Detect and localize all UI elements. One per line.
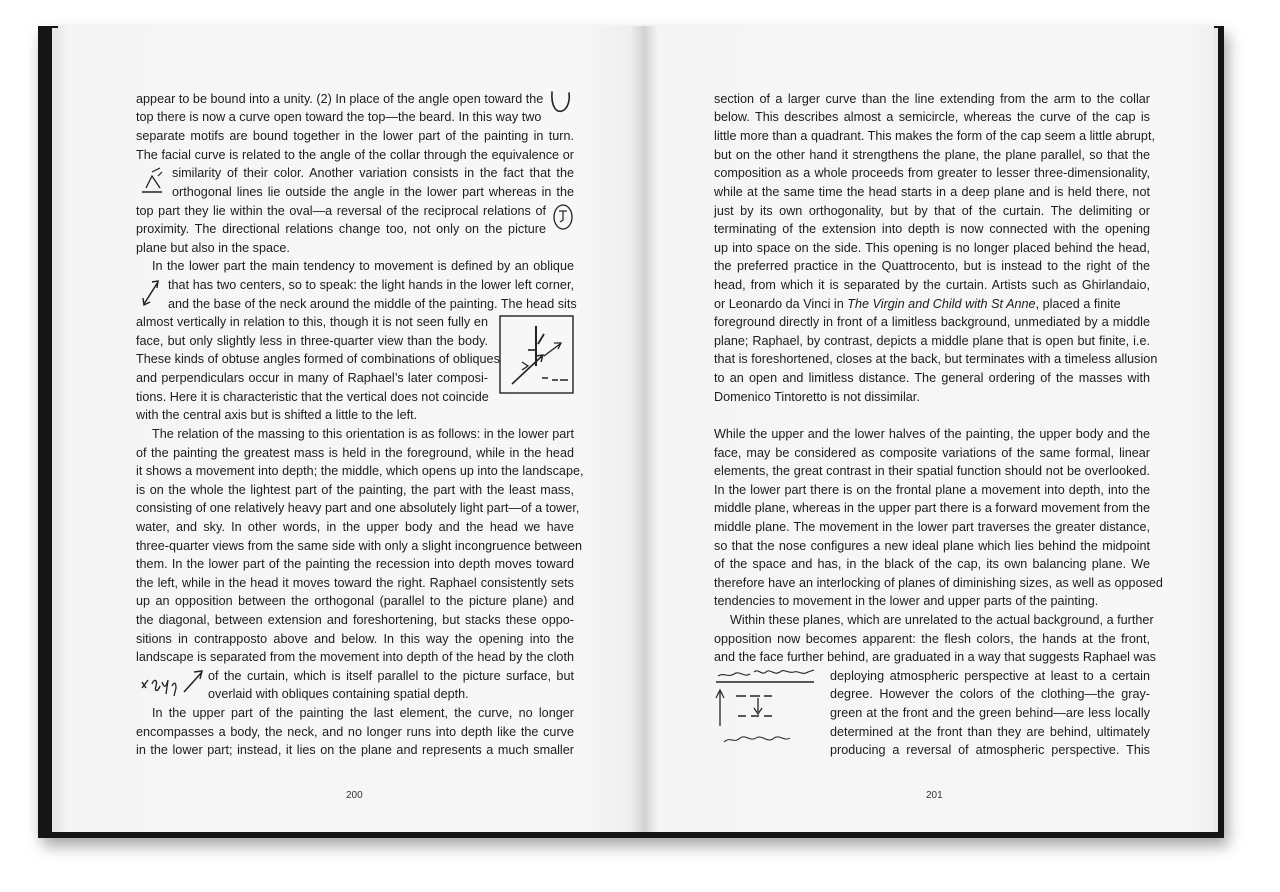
text-line: overlaid with obliques containing spatial depth. xyxy=(208,687,469,701)
text-line: so that the nose configures a new ideal plane which lies behind the midpoint xyxy=(714,539,1150,553)
text-line: Domenico Tintoretto is not dissimilar. xyxy=(714,390,920,404)
text-line: These kinds of obtuse angles formed of combinations of obliques xyxy=(136,352,500,366)
text-line: landscape is separated from the movement into depth of the head by the cloth xyxy=(136,650,574,664)
text-line: proximity. The directional relations change too, not only on the picture xyxy=(136,222,546,236)
text-line: In the upper part of the painting the last element, the curve, no longer xyxy=(152,706,574,720)
text-line: and the face further behind, are graduated in a way that suggests Raphael was xyxy=(714,650,1156,664)
page-number-right: 201 xyxy=(926,790,943,801)
left-page xyxy=(58,26,644,832)
text-line: opposition now becomes apparent: the flesh colors, the hands at the front, xyxy=(714,632,1150,646)
book-gutter-shadow xyxy=(630,26,658,832)
text-line: In the lower part there is on the frontal plane a movement into depth, into the xyxy=(714,483,1150,497)
text-line: plane; Raphael, by contrast, depicts a middle plane that is open but finite, i.e. xyxy=(714,334,1150,348)
text-fragment: or Leonardo da Vinci in xyxy=(714,297,848,311)
text-line: consisting of one relatively heavy part and one absolutely light part—of a tower, xyxy=(136,501,580,515)
text-line: appear to be bound into a unity. (2) In place of the angle open toward the xyxy=(136,92,544,106)
text-line: top there is now a curve open toward the top—the beard. In this way two xyxy=(136,110,542,124)
text-line: and perpendiculars occur in many of Raphael’s later composi- xyxy=(136,371,488,385)
text-line: the preferred practice in the Quattrocento, but is instead to the right of the xyxy=(714,259,1150,273)
text-line: orthogonal lines lie outside the angle in the lower part whereas in the xyxy=(172,185,574,199)
text-line: head, from which it is separated by the curtain. Artists such as Ghirlandaio, xyxy=(714,278,1150,292)
text-line: almost vertically in relation to this, though it is not seen fully en xyxy=(136,315,488,329)
text-line: composition as a whole proceeds from greater to lesser three-dimensionality, xyxy=(714,166,1150,180)
text-line: up into space on the side. This opening is no longer placed behind the head, xyxy=(714,241,1150,255)
text-line: tions. Here it is characteristic that the vertical does not coincide xyxy=(136,390,489,404)
text-line: plane but also in the space. xyxy=(136,241,290,255)
text-line: foreground directly in front of a limitless background, unmediated by a middle xyxy=(714,315,1150,329)
text-line: but on the other hand it strengthens the plane, the plane parallel, so that the xyxy=(714,148,1150,162)
text-fragment: , placed a finite xyxy=(1035,297,1121,311)
text-line: while at the same time the head starts in a deep plane and is held there, not xyxy=(714,185,1150,199)
text-line: determined at the front than they are behind, ultimately xyxy=(830,725,1150,739)
page-number-left: 200 xyxy=(346,790,363,801)
text-line: them. In the lower part of the painting the recession into depth moves toward xyxy=(136,557,574,571)
text-line: that is foreshortened, closes at the back, but terminates with a timeless allusion xyxy=(714,352,1158,366)
text-line: of the space and has, in the black of the cap, its own balancing plane. We xyxy=(714,557,1150,571)
text-line: of the curtain, which is itself parallel to the picture surface, but xyxy=(208,669,574,683)
text-line: green at the front and the green behind—are less locally xyxy=(830,706,1150,720)
text-line: The facial curve is related to the angle of the collar through the equivalence or xyxy=(136,148,574,162)
text-line: water, and sky. In other words, in the upper body and the head we have xyxy=(136,520,574,534)
handwritten-arrow-sketch-icon xyxy=(138,666,208,700)
text-line: and the base of the neck around the middle of the painting. The head sits xyxy=(168,297,577,311)
text-line: producing a reversal of atmospheric perspective. This xyxy=(830,743,1150,757)
oval-face-sketch-icon xyxy=(550,202,576,232)
text-line-start xyxy=(714,295,1121,314)
text-line: the diagonal, between extension and foreshortening, but stacks these oppo- xyxy=(136,613,574,627)
text-line: elements, the great contrast in their spatial function should not be overlooked. xyxy=(714,464,1150,478)
angle-sketch-icon xyxy=(138,166,168,196)
text-line: up an opposition between the orthogonal (parallel to the picture plane) and xyxy=(136,594,574,608)
text-line: similarity of their color. Another variation consists in the fact that the xyxy=(172,166,574,180)
text-line: sitions in contrapposto above and below. In this way the opening into the xyxy=(136,632,574,646)
text-line: is on the whole the lightest part of the painting, the part with the least mass, xyxy=(136,483,574,497)
text-line: top part they lie within the oval—a reversal of the reciprocal relations of xyxy=(136,204,546,218)
text-line: little more than a quadrant. This makes the form of the cap seem a little abrupt, xyxy=(714,129,1155,143)
text-line: terminating of the extension into depth is now connected with the opening xyxy=(714,222,1150,236)
text-line: three-quarter views from the same side with only a slight incongruence between xyxy=(136,539,583,553)
text-line: While the upper and the lower halves of the painting, the upper body and the xyxy=(714,427,1150,441)
text-line: below. This describes almost a semicircle, whereas the curve of the cap is xyxy=(714,110,1150,124)
artwork-title: The Virgin and Child with St Anne xyxy=(847,297,1036,311)
text-line: just by its own orthogonality, but by that of the curtain. The delimiting or xyxy=(714,204,1150,218)
text-line: in the lower part; instead, it lies on the plane and represents a much smaller xyxy=(136,743,574,757)
text-line: of the painting the greatest mass is held in the foreground, while in the head xyxy=(136,446,574,460)
planes-sketch-icon xyxy=(710,666,828,752)
text-line: In the lower part the main tendency to movement is defined by an oblique xyxy=(152,259,574,273)
text-line: therefore have an interlocking of planes of diminishing sizes, as well as opposed xyxy=(714,576,1163,590)
text-line: section of a larger curve than the line extending from the arm to the collar xyxy=(714,92,1150,106)
text-line: tendencies to movement in the lower and upper parts of the painting. xyxy=(714,594,1099,608)
text-line: deploying atmospheric perspective at least to a certain xyxy=(830,669,1150,683)
text-line: with the central axis but is shifted a little to the left. xyxy=(136,408,418,422)
text-line: it shows a movement into depth; the middle, which opens up into the landscape, xyxy=(136,464,584,478)
text-line: Within these planes, which are unrelated to the actual background, a further xyxy=(730,613,1154,627)
text-line: to an open and limitless distance. The general ordering of the masses with xyxy=(714,371,1150,385)
text-line xyxy=(714,295,1150,314)
text-line: face, may be considered as composite variations of the same formal, linear xyxy=(714,446,1150,460)
text-line: middle plane. The movement in the lower part traverses the greater distance, xyxy=(714,520,1150,534)
text-line: encompasses a body, the neck, and no longer runs into depth like the curve xyxy=(136,725,574,739)
curve-sketch-icon xyxy=(546,88,576,118)
text-line: face, but only slightly less in three-quarter view than the body. xyxy=(136,334,488,348)
text-line: separate motifs are bound together in the lower part of the painting in turn. xyxy=(136,129,574,143)
text-line: degree. However the colors of the clothing—the gray- xyxy=(830,687,1150,701)
oblique-arrow-sketch-icon xyxy=(140,276,162,308)
text-line: that has two centers, so to speak: the light hands in the lower left corner, xyxy=(168,278,574,292)
text-line: The relation of the massing to this orientation is as follows: in the lower part xyxy=(152,427,574,441)
text-line: the left, while in the head it moves toward the right. Raphael consistently sets xyxy=(136,576,574,590)
composition-sketch-icon xyxy=(498,314,576,396)
text-line: middle plane, whereas in the upper part there is a forward movement from the xyxy=(714,501,1150,515)
right-page xyxy=(644,26,1214,832)
